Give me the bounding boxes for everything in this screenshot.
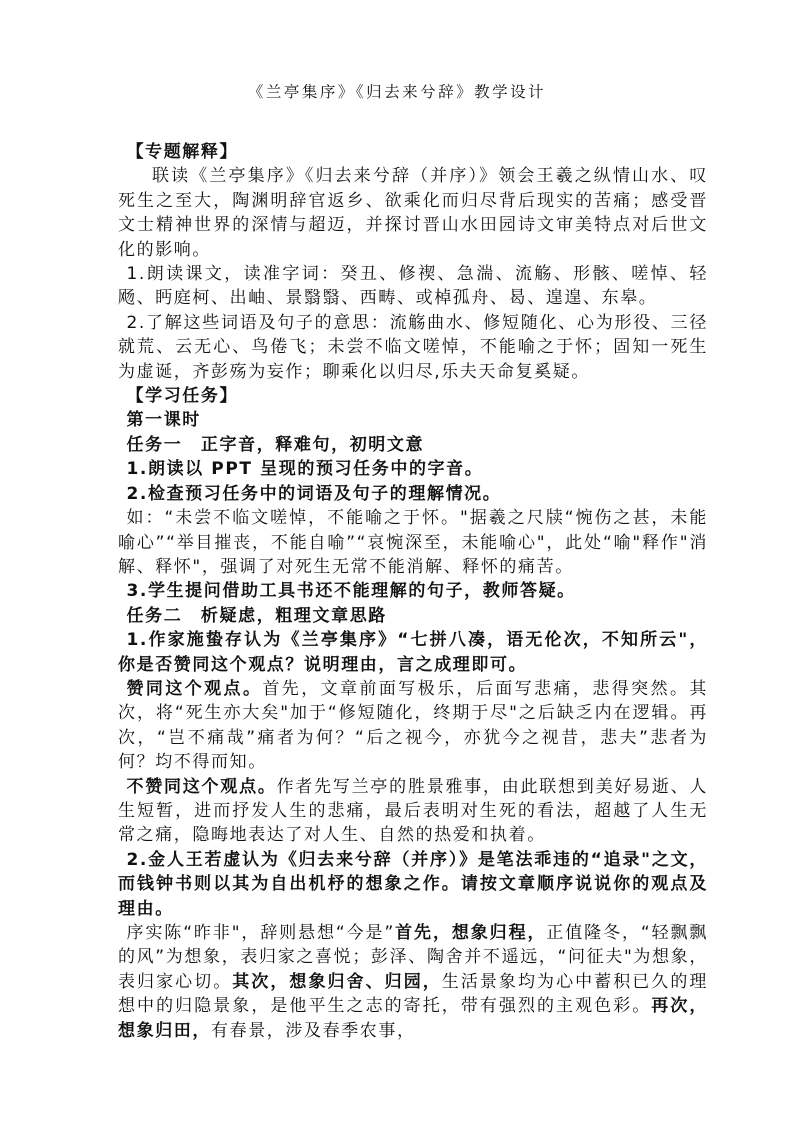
section-heading-topic: 【专题解释】 <box>126 142 239 162</box>
disagree-lead: 不赞同这个观点。 <box>126 776 277 797</box>
answer-part-b: 首先，想象归程， <box>394 923 547 943</box>
task1-title: 任务一 正字音，释难句，初明文意 <box>126 434 425 455</box>
agree-body: 首先，文章前面写极乐，后面写悲痛，悲得突然。其次，将“死生亦大矣"加于“修短随化，终期于尽"之后缺乏内在逻辑。再次，“岂不痛哉”痛者为何？“后之视今，亦犹今之视昔，悲夫”悲者为何？均不得而知。 <box>118 678 708 773</box>
answer-part-a: 序实陈“昨非"，辞则悬想“今是” <box>126 923 395 943</box>
task2-question-2: 2.金人王若虚认为《归去来兮辞（并序）》是笔法乖违的“追录"之文，而钱钟书则以其为自出机杼的想象之作。请按文章顺序说说你的观点及理由。 <box>118 849 708 919</box>
answer-part-g: 有春景，涉及春季农事， <box>211 1020 416 1041</box>
answer-part-d: 其次，想象归舍、归园， <box>232 971 442 992</box>
task1-example: 如：“未尝不临文嗟悼，不能喻之于怀。"据羲之尺牍“惋伤之甚，未能喻心”“举目摧丧，不能自喻”“哀惋深至，未能喻心"，此处“喻"释作"消解、释怀"，强调了对死生无常不能消解、释怀的痛苦。 <box>118 508 708 577</box>
answer-part-e: 生活景象均为心中蓄积已久的理想中的归隐景象，是他平生之志的寄托，带有强烈的主观色彩。 <box>118 971 708 1017</box>
task2-question-1: 1.作家施蛰存认为《兰亭集序》“七拼八凑，语无伦次，不知所云"，你是否赞同这个观点？说明理由，言之成理即可。 <box>118 630 708 675</box>
task2-title: 任务二 析疑虑，粗理文章思路 <box>126 605 387 626</box>
lesson-heading: 第一课时 <box>126 410 201 431</box>
task1-item-3: 3.学生提问借助工具书还不能理解的句子，教师答疑。 <box>126 581 576 602</box>
section-heading-tasks: 【学习任务】 <box>126 386 239 407</box>
document-body <box>118 140 708 1043</box>
task2-answer-paragraph <box>118 921 708 1043</box>
agree-lead: 赞同这个观点。 <box>126 678 263 699</box>
topic-item-2: 2.了解这些词语及句子的意思：流觞曲水、修短随化、心为形役、三径就荒、云无心、鸟倦飞；未尝不临文嗟悼，不能喻之于怀；固知一死生为虚诞，齐彭殇为妄作；聊乘化以归尽,乐夫天命复奚疑。 <box>118 312 708 382</box>
disagree-body: 作者先写兰亭的胜景雅事，由此联想到美好易逝、人生短暂，进而抒发人生的悲痛，最后表明对生死的看法，超越了人生无常之痛，隐晦地表达了对人生、自然的热爱和执着。 <box>118 776 708 846</box>
task2-agree-paragraph <box>118 677 708 775</box>
task2-disagree-paragraph <box>118 775 708 848</box>
topic-intro-paragraph: 联读《兰亭集序》《归去来兮辞（并序）》领会王羲之纵情山水、叹死生之至大，陶渊明辞官返乡、欲乘化而归尽背后现实的苦痛；感受晋文士精神世界的深情与超迈，并探讨晋山水田园诗文审美特点对后世文化的影响。 <box>118 166 708 260</box>
answer-part-f: 再次，想象归田， <box>118 996 708 1041</box>
document-title: 《兰亭集序》《归去来兮辞》教学设计 <box>247 83 547 101</box>
task1-item-2: 2.检查预习任务中的词语及句子的理解情况。 <box>126 483 502 504</box>
answer-part-c: 正值隆冬，“轻飘飘的风”为想象，表归家之喜悦；彭泽、陶舍并不遥远，“问征夫"为想象，表归家心切。 <box>118 923 708 992</box>
topic-item-1: 1.朗读课文，读准字词：癸丑、修禊、急湍、流觞、形骸、嗟悼、轻飏、眄庭柯、出岫、景翳翳、西畴、或棹孤舟、曷、遑遑、东皋。 <box>118 264 708 309</box>
task1-item-1: 1.朗读以 PPT 呈现的预习任务中的字音。 <box>126 459 484 480</box>
